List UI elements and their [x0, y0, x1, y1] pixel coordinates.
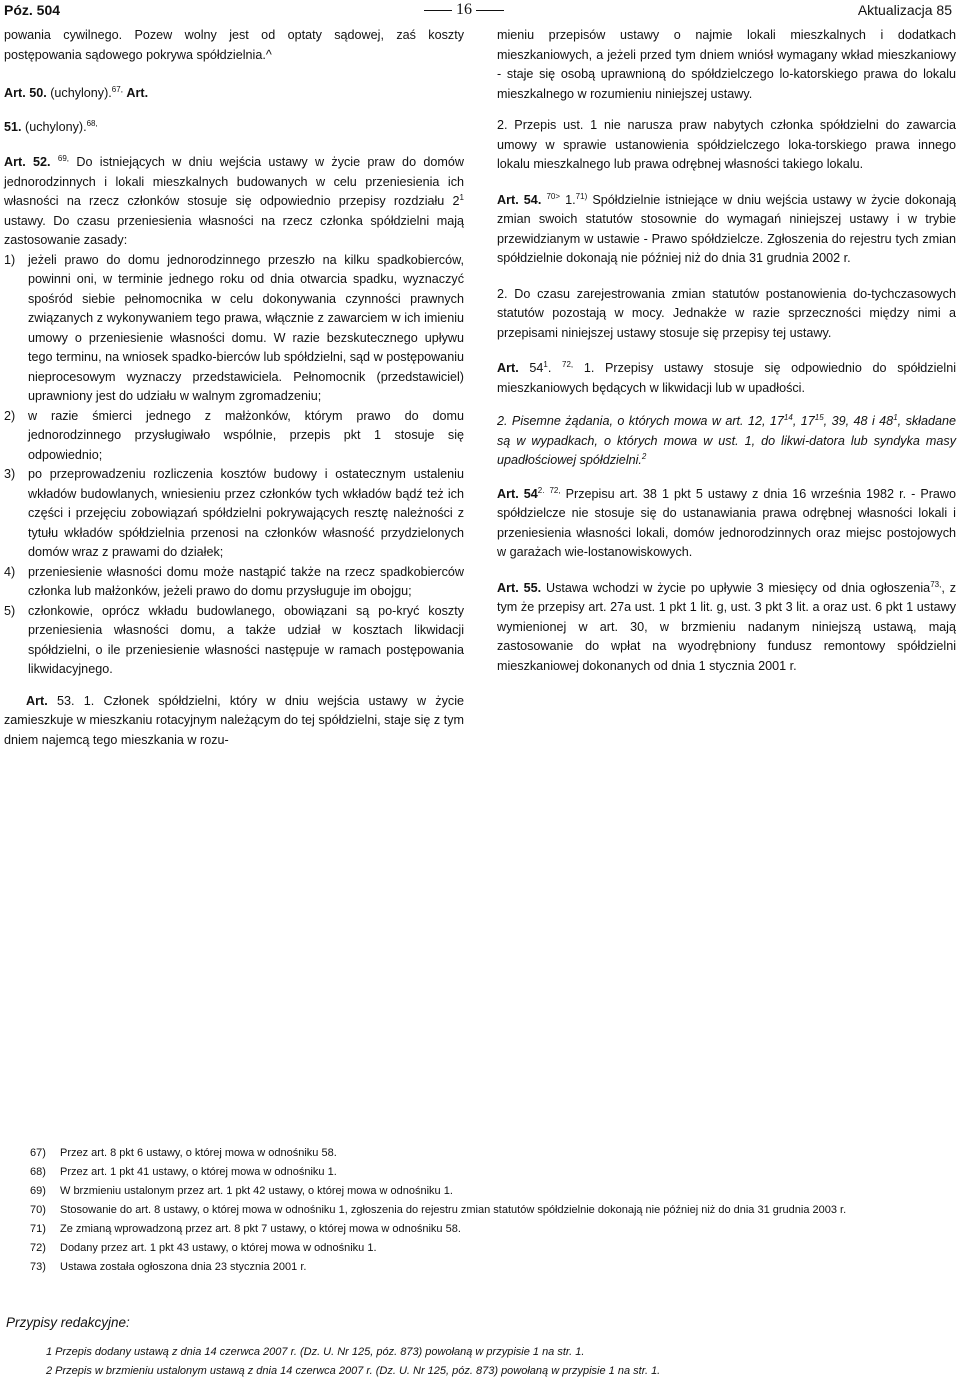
footnote-ref: 68,	[86, 118, 98, 128]
list-item	[4, 602, 464, 680]
list-item	[4, 563, 464, 602]
footnote-number: 67)	[30, 1147, 46, 1159]
list-item	[4, 465, 464, 563]
footnote-ref: 72,	[549, 485, 561, 495]
editorial-note: 1 Przepis dodany ustawą z dnia 14 czerwca 2007 r. (Dz. U. Nr 125, póz. 873) powołaną w przypisie 1 na str. 1.	[46, 1346, 585, 1358]
footnote	[30, 1163, 950, 1182]
footnote-text: Przez art. 1 pkt 41 ustawy, o której mowa w odnośniku 1.	[60, 1166, 337, 1178]
footnote-number: 70)	[30, 1204, 46, 1216]
article-54-1	[497, 359, 956, 398]
item-text: przeniesienie własności domu może nastąpić także na rzecz spadkobierców członka lub małżonków, jeżeli prawo do domu przysługuje im obojgu;	[28, 564, 464, 598]
footnote-number: 69)	[30, 1185, 46, 1197]
article-label: Art.	[26, 693, 48, 708]
article-label: Art.	[497, 486, 519, 501]
chapter-superscript: 1	[459, 192, 464, 202]
article-text: Do istniejących w dniu wejścia ustawy w życie praw do domów jednorodzinnych i lokali mieszkalnych budowanych w celu przeniesienia ich własności na rzecz członków stosuje się odpowiednio przepisy rozdziału 2	[4, 155, 465, 208]
list-item	[4, 407, 464, 466]
article-text: Ustawa wchodzi w życie po upływie 3 miesięcy od dnia ogłoszenia	[545, 580, 931, 595]
paragraph-continued: powania cywilnego. Pozew wolny jest od optaty sądowej, zaś koszty postępowania sądowego pokrywa spółdzielnia.^	[4, 28, 464, 62]
article-text: 53. 1. Członek spółdzielni, który w dniu wejścia ustawy w życie zamieszkuje w mieszkaniu rotacyjnym należącym do tej spółdzielni, staje się z tym dniem najemcą tego mieszkania w rozu-	[4, 693, 464, 747]
footnote-text: Dodany przez art. 1 pkt 43 ustawy, o której mowa w odnośniku 1.	[60, 1242, 377, 1254]
footnote	[30, 1220, 950, 1239]
article-label: Art.	[497, 361, 519, 375]
superscript: 15	[814, 412, 824, 422]
article-label: Art.	[126, 86, 149, 100]
item-number: 1)	[4, 252, 16, 267]
editorial-note: 2 Przepis w brzmieniu ustalonym ustawą z dnia 14 czerwca 2007 r. (Dz. U. Nr 125, póz. 873) powołaną w przypisie 1 na str. 1.	[46, 1365, 661, 1377]
article-text: (uchylony).	[50, 86, 112, 100]
editorial-ref: 2	[641, 451, 647, 461]
footnote-ref: 69,	[57, 153, 70, 163]
footnote-number: 73)	[30, 1261, 46, 1273]
footnote-ref: 70>	[546, 191, 561, 201]
footnote-ref: 73,	[930, 579, 942, 589]
italic-text: , 39, 48 i 48	[823, 414, 894, 428]
article-text: 1. Przepisy ustawy stosuje się odpowiednio do spółdzielni mieszkaniowych będących w likwidacji lub w upadłości.	[497, 361, 957, 395]
footnotes	[30, 1144, 950, 1277]
footnote-number: 71)	[30, 1223, 46, 1235]
left-column	[4, 26, 464, 750]
rules-list	[4, 251, 464, 680]
item-text: członkowie, oprócz wkładu budowlanego, obowiązani są po-kryć koszty przeniesienia własności domu, a także udział w kosztach likwidacji spółdzielni, o ile przeniesienie własności następuje w ramach postępowania likwidacyjnego.	[28, 603, 464, 676]
article-label: 51.	[4, 119, 22, 134]
position-number: Póz. 504	[4, 2, 61, 18]
paragraph-italic	[497, 412, 956, 471]
italic-text: 2. Pisemne żądania, o których mowa w art. 12, 17	[497, 414, 784, 428]
article-label: Art. 50.	[4, 86, 47, 100]
paragraph-3: 2. Do czasu zarejestrowania zmian statutów postanowienia do-tychczasowych statutów pozostają w mocy. Jednakże w razie sprzeczności między nimi a przepisami niniejszej ustawy stosuje się przepisy tej ustawy.	[497, 286, 956, 340]
footnote	[30, 1144, 950, 1163]
right-column	[497, 26, 956, 676]
article-number: 54	[523, 486, 538, 501]
paragraph-number: 1.	[565, 192, 576, 207]
footnote-text: W brzmieniu ustalonym przez art. 1 pkt 42 ustawy, o której mowa w odnośniku 1.	[60, 1185, 453, 1197]
footnote	[30, 1182, 950, 1201]
item-number: 3)	[4, 467, 16, 481]
footnote	[30, 1239, 950, 1258]
article-superscript: 1	[543, 359, 548, 369]
article-52	[4, 153, 464, 251]
footnote	[30, 1258, 950, 1277]
update-label: Aktualizacja 85	[857, 2, 952, 18]
item-text: po przeprowadzeniu rozliczenia kosztów budowy i ostatecznym ustaleniu wkładów budowlanych, wniesieniu przez członków tych wkładów bądź też ich części i przejęciu zobowiązań spółdzielni pokrywających resztę należności z tytułu wkładów spółdzielnia przenosi na członków własność przydzielonych domów wraz z prawami do działek;	[28, 467, 464, 559]
footnote-text: Stosowanie do art. 8 ustawy, o której mowa w odnośniku 1, zgłoszenia do rejestru zmian statutów spółdzielnie dokonają nie później niż do dnia 31 grudnia 2003 r.	[60, 1204, 847, 1216]
footnote-number: 68)	[30, 1166, 46, 1178]
superscript: 14	[783, 412, 793, 422]
paragraph-2: 2. Przepis ust. 1 nie narusza praw nabytych członka spółdzielni do zawarcia umowy w sprawie ustanowienia spółdzielczego loka-torskiego prawa innego lokalu mieszkalnego lub prawa odrębnej własności takiego lokalu.	[497, 118, 956, 171]
item-text: jeżeli prawo do domu jednorodzinnego przeszło na kilku spadkobierców, powinni oni, w terminie jednego roku od dnia otwarcia spadku, wyznaczyć spośród siebie pełnomocnika w celu dokonywania czynności prawnych związanych z wykonywaniem tego prawa, włącznie z zawarciem w ich imieniu umowy o przeniesienie własności domu. W razie bezskutecznego upływu tego terminu, na wniosek spadko-bierców lub spółdzielni, sąd w postępowaniu nieprocesowym wyznaczy przedstawiciela. Pełnomocnik (przedstawiciel) uprawniony jest do udziału w walnym zgromadzeniu;	[28, 252, 464, 403]
article-54-2	[497, 485, 956, 563]
footnote-text: Przez art. 8 pkt 6 ustawy, o której mowa w odnośniku 58.	[60, 1147, 337, 1159]
italic-text: , składane są w wypadkach, o których mowa w ust. 1, do likwi-datora lub syndyka masy upadłościowej spółdzielni.	[497, 414, 956, 467]
page-number: 16	[420, 1, 508, 19]
article-55	[497, 579, 956, 677]
article-label: Art. 55.	[497, 580, 542, 595]
item-text: w razie śmierci jednego z małżonków, którym prawo do domu jednorodzinnego przysługiwało wspólnie, przepis pkt 1 stosuje się odpowiednio;	[28, 408, 464, 462]
article-superscript: 2.	[537, 485, 545, 495]
footnote-ref: 72,	[562, 359, 574, 369]
footnote	[30, 1201, 950, 1220]
article-text: Przepisu art. 38 1 pkt 5 ustawy z dnia 16 września 1982 r. - Prawo spółdzielcze nie stosuje się do ustanawiania prawa odrębnej własności lokali i przeniesienia własności lokali, domów jednorodzinnych oraz miejsc postojowych w garażach wie-lostanowiskowych.	[497, 486, 957, 559]
article-51	[4, 118, 464, 138]
footnote-ref: 67,	[111, 84, 123, 94]
item-number: 2)	[4, 408, 16, 423]
article-text: (uchylony).	[25, 119, 87, 134]
paragraph-continued: mieniu przepisów ustawy o najmie lokali mieszkalnych i dodatkach mieszkaniowych, a jeżeli przed tym dniem wniósł wymagany wkład mieszkaniowy - staje się osobą uprawnioną do spółdzielczego lo-katorskiego prawa do lokalu mieszkalnego w rozumieniu niniejszej ustawy.	[497, 28, 956, 101]
page-header	[0, 0, 960, 24]
list-item	[4, 251, 464, 407]
editorial-notes	[46, 1343, 946, 1381]
article-text: , z tym że przepisy art. 27a ust. 1 pkt 1 lit. g, ust. 3 pkt 3 lit. a oraz ust. 6 pkt 1 ustawy wymienionej w art. 30, w brzmieniu nadanym niniejszą ustawą, mają zastosowanie do wpłat na wyodrębniony fundusz remontowy spółdzielni mieszkaniowej dokonanych od dnia 1 stycznia 2001 r.	[497, 580, 956, 673]
article-text: ustawy. Do czasu przeniesienia własności na rzecz członka spółdzielni mają zastosowanie zasady:	[4, 213, 464, 247]
editorial-heading: Przypisy redakcyjne:	[6, 1315, 130, 1330]
footnote-text: Ustawa została ogłoszona dnia 23 stycznia 2001 r.	[60, 1261, 307, 1273]
footnote-text: Ze zmianą wprowadzoną przez art. 8 pkt 7 ustawy, o której mowa w odnośniku 58.	[60, 1223, 461, 1235]
article-50	[4, 84, 464, 104]
item-number: 4)	[4, 564, 16, 579]
article-text: Spółdzielnie istniejące w dniu wejścia ustawy w życie dokonają zmian swoich statutów stosownie do wymagań niniejszej ustawy i w trybie przewidzianym w ustawie - Prawo spółdzielcze. Zgłoszenia do rejestru tych zmian spółdzielnie dokonają nie później niż do dnia 31 grudnia 2002 r.	[497, 192, 957, 265]
punctuation: .	[547, 361, 552, 375]
footnote-number: 72)	[30, 1242, 46, 1254]
article-54	[497, 191, 956, 269]
article-number: 54	[529, 361, 544, 375]
superscript: 1	[893, 412, 898, 422]
article-label: Art. 54.	[497, 192, 542, 207]
italic-text: , 17	[792, 414, 815, 428]
article-label: Art. 52.	[4, 155, 51, 169]
footnote-ref: 71)	[575, 191, 588, 201]
article-53	[4, 692, 464, 751]
item-number: 5)	[4, 603, 16, 618]
